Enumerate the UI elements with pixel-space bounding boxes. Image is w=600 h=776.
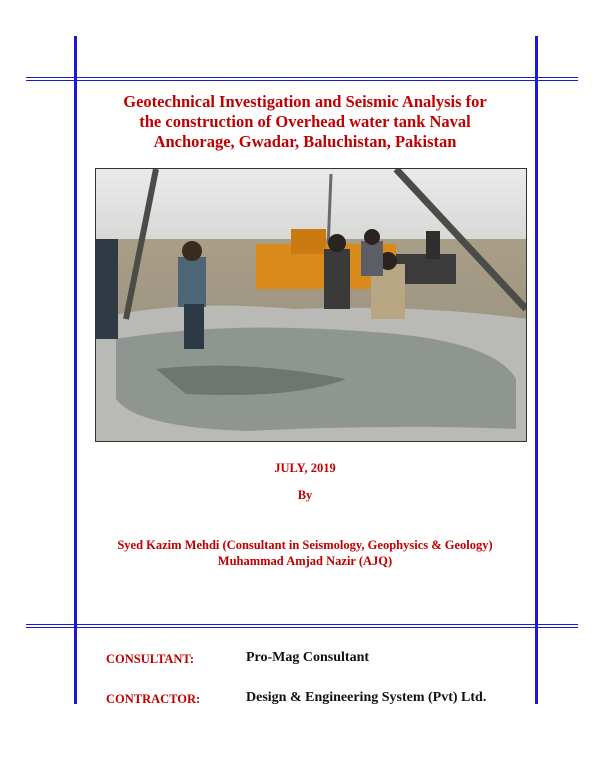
author-1: Syed Kazim Mehdi (Consultant in Seismology, Geophysics & Geology) bbox=[117, 538, 493, 552]
left-margin-rule bbox=[74, 36, 77, 704]
title-line-1: Geotechnical Investigation and Seismic Analysis for bbox=[123, 92, 487, 111]
photo-illustration bbox=[96, 169, 527, 442]
report-date: JULY, 2019 bbox=[274, 461, 336, 475]
authors-block bbox=[80, 537, 530, 569]
title-line-3: Anchorage, Gwadar, Baluchistan, Pakistan bbox=[153, 132, 457, 151]
right-margin-rule bbox=[535, 36, 538, 704]
author-2: Muhammad Amjad Nazir (AJQ) bbox=[217, 554, 393, 568]
consultant-label: CONSULTANT: bbox=[106, 652, 194, 666]
report-title bbox=[80, 92, 530, 152]
bottom-double-rule bbox=[26, 624, 578, 628]
top-double-rule bbox=[26, 77, 578, 81]
consultant-value: Pro-Mag Consultant bbox=[246, 650, 370, 665]
title-line-2: the construction of Overhead water tank Naval bbox=[139, 112, 471, 131]
by-label: By bbox=[297, 488, 313, 502]
drilling-site-photo bbox=[95, 168, 527, 442]
contractor-label: CONTRACTOR: bbox=[106, 692, 201, 706]
contractor-value: Design & Engineering System (Pvt) Ltd. bbox=[246, 690, 487, 705]
